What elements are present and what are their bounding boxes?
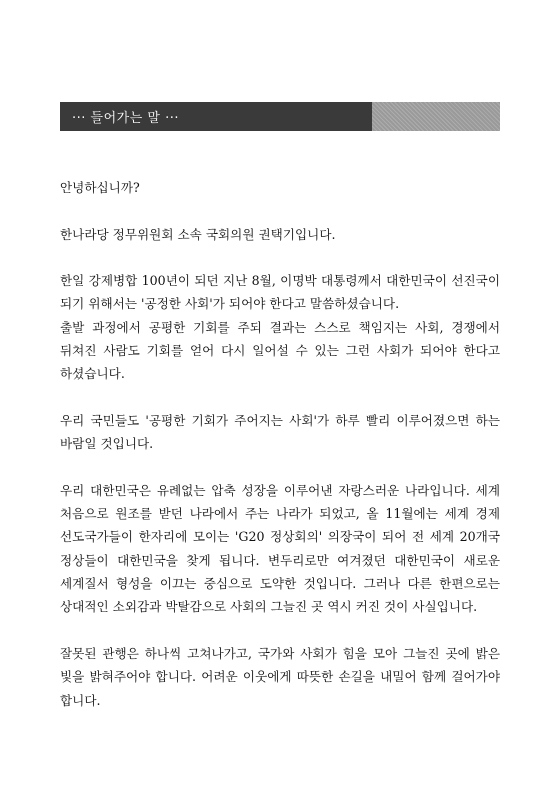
document-body bbox=[60, 176, 500, 712]
section-header bbox=[60, 102, 500, 131]
intro-paragraph: 한나라당 정무위원회 소속 국회의원 권택기입니다. bbox=[60, 226, 336, 242]
paragraph-3: 우리 국민들도 '공평한 기회가 주어지는 사회'가 하루 빨리 이루어졌으면 하는 바람일 것입니다. bbox=[60, 412, 500, 452]
section-header-pattern bbox=[372, 102, 500, 131]
paragraph-1: 한일 강제병합 100년이 되던 지난 8월, 이명박 대통령께서 대한민국이 선진국이 되기 위해서는 '공정한 사회'가 되어야 한다고 말씀하셨습니다. bbox=[60, 273, 500, 312]
paragraph-4: 우리 대한민국은 유례없는 압축 성장을 이루어낸 자랑스러운 나라입니다. 세계 처음으로 원조를 받던 나라에서 주는 나라가 되었고, 올 11월에는 세계 경제 선도국가들이 한자리에 모이는 'G20 정상회의' 의장국이 되어 전 세계 20개국 정상들이 대한민국을 찾게 됩니다. 변두리로만 여겨졌던 대한민국이 새로운 세계질서 형성을 이끄는 중심으로 도약한 것입니다. 그러나 다른 한편으로는 상대적인 소외감과 박탈감으로 사회의 그늘진 곳 역시 커진 것이 사실입니다. bbox=[60, 482, 500, 615]
paragraph-5: 잘못된 관행은 하나씩 고쳐나가고, 국가와 사회가 힘을 모아 그늘진 곳에 밝은 빛을 밝혀주어야 합니다. 어려운 이웃에게 따뜻한 손길을 내밀어 함께 걸어가야 합니다. bbox=[60, 645, 500, 708]
section-title: ··· 들어가는 말 ··· bbox=[72, 111, 179, 126]
section-header-dark-panel bbox=[60, 102, 372, 131]
greeting-paragraph: 안녕하십니까? bbox=[60, 180, 140, 195]
paragraph-2: 출발 과정에서 공평한 기회를 주되 결과는 스스로 책임지는 사회, 경쟁에서 뒤쳐진 사람도 기회를 얻어 다시 일어설 수 있는 그런 사회가 되어야 한다고 하셨습니다. bbox=[60, 319, 500, 382]
